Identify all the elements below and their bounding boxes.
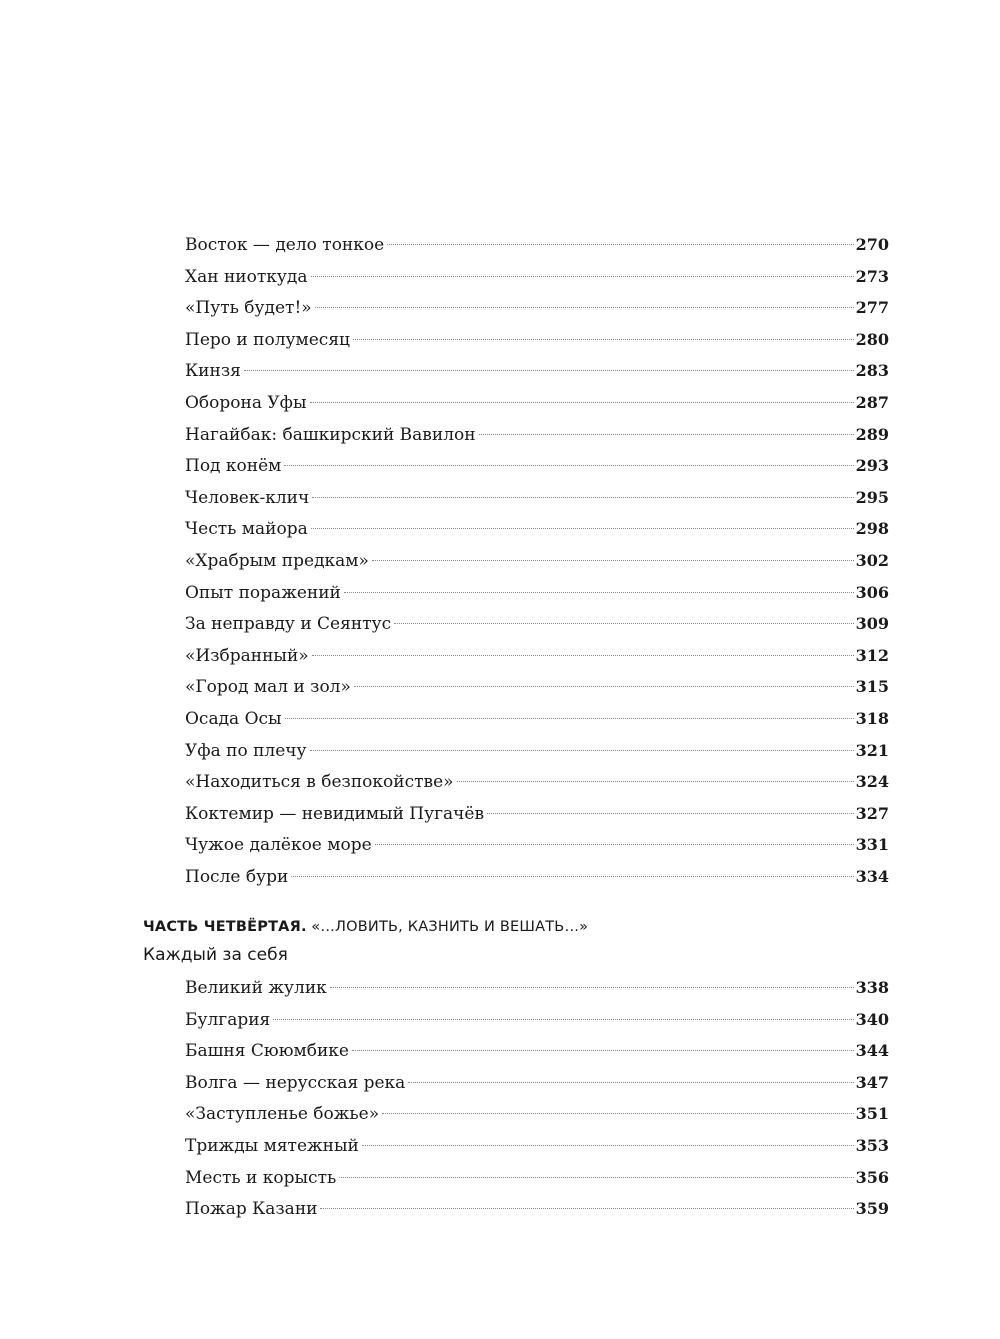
dot-leader (285, 718, 854, 719)
toc-entry-page-number: 306 (855, 582, 889, 602)
toc-entry (185, 829, 889, 861)
toc-entry (185, 671, 889, 703)
toc-entry-title: Честь майора (185, 519, 308, 540)
toc-entry-title: «Город мал и зол» (185, 677, 351, 698)
toc-entry-page-number: 347 (855, 1072, 889, 1092)
toc-entry-title: «Заступленье божье» (185, 1104, 380, 1125)
dot-leader (310, 750, 854, 751)
toc-entry (185, 861, 889, 893)
toc-entry-page-number: 293 (855, 456, 889, 476)
toc-entry-title: Восток — дело тонкое (185, 235, 385, 255)
toc-entry (185, 972, 889, 1004)
toc-entry-title: Трижды мятежный (185, 1135, 359, 1156)
toc-entry-page-number: 270 (855, 235, 889, 254)
dot-leader (311, 276, 854, 277)
toc-entry-title: «Храбрым предкам» (185, 550, 369, 571)
toc-entry-page-number: 338 (855, 978, 889, 997)
toc-entry-title: Булгария (185, 1009, 271, 1030)
toc-entry (185, 798, 889, 830)
toc-entry-page-number: 280 (855, 329, 889, 349)
toc-entry (185, 355, 889, 387)
dot-leader (408, 1082, 853, 1083)
dot-leader (315, 307, 854, 308)
dot-leader (387, 244, 853, 245)
toc-entry-page-number: 324 (855, 772, 889, 792)
toc-entry-page-number: 353 (855, 1135, 889, 1155)
toc-entry-page-number: 287 (855, 392, 889, 412)
toc-entry-page-number: 359 (855, 1199, 889, 1219)
toc-entry-title: «Путь будет!» (185, 298, 312, 319)
toc-entry-page-number: 298 (855, 519, 889, 539)
dot-leader (311, 528, 854, 529)
dot-leader (353, 339, 854, 340)
toc-entry (185, 1067, 889, 1099)
toc-entry (185, 703, 889, 735)
toc-entry (185, 387, 889, 419)
dot-leader (330, 987, 854, 988)
toc-entry-page-number: 321 (855, 740, 889, 760)
toc-entry-page-number: 344 (855, 1041, 889, 1061)
dot-leader (344, 592, 854, 593)
toc-entry-page-number: 302 (855, 550, 889, 570)
dot-leader (312, 497, 853, 498)
dot-leader (352, 1050, 854, 1051)
toc-entry (185, 1162, 889, 1194)
toc-entry (185, 324, 889, 356)
dot-leader (457, 781, 854, 782)
toc-entry-page-number: 351 (855, 1104, 889, 1124)
dot-leader (291, 876, 853, 877)
toc-entry-title: Коктемир — невидимый Пугачёв (185, 803, 485, 824)
toc-entry (185, 513, 889, 545)
toc-entry-page-number: 273 (855, 266, 889, 286)
dot-leader (244, 370, 854, 371)
toc-entry-title: Чужое далёкое море (185, 835, 372, 856)
toc-entry-title: Нагайбак: башкирский Вавилон (185, 424, 476, 445)
toc-entry (185, 766, 889, 798)
dot-leader (362, 1145, 854, 1146)
dot-leader (382, 1113, 853, 1114)
toc-list-part-three (185, 229, 889, 892)
toc-entry-title: Осада Осы (185, 708, 282, 729)
toc-entry-page-number: 283 (855, 361, 889, 381)
toc-entry-page-number: 312 (855, 645, 889, 665)
toc-entry-page-number: 318 (855, 708, 889, 728)
dot-leader (394, 623, 853, 624)
toc-entry-page-number: 331 (855, 835, 889, 855)
toc-entry-page-number: 334 (855, 866, 889, 886)
toc-entry (185, 419, 889, 451)
toc-entry-page-number: 309 (855, 614, 889, 634)
part-four-heading (143, 915, 588, 939)
toc-entry-title: Месть и корысть (185, 1167, 337, 1188)
toc-entry-title: Волга — нерусская река (185, 1072, 406, 1093)
toc-entry-page-number: 315 (855, 677, 889, 697)
dot-leader (312, 655, 854, 656)
chapter-title: Каждый за себя (143, 945, 288, 965)
toc-entry (185, 450, 889, 482)
toc-entry-title: Опыт поражений (185, 582, 341, 603)
toc-entry (185, 229, 889, 261)
part-four-subtitle: «…ЛОВИТЬ, КАЗНИТЬ И ВЕШАТЬ…» (311, 919, 589, 935)
dot-leader (354, 686, 854, 687)
toc-entry-title: Человек-клич (185, 487, 310, 508)
toc-entry (185, 1004, 889, 1036)
toc-entry (185, 545, 889, 577)
toc-entry-page-number: 340 (855, 1009, 889, 1029)
toc-entry (185, 1098, 889, 1130)
toc-entry (185, 1035, 889, 1067)
toc-entry-title: «Находиться в безпокойстве» (185, 772, 454, 793)
toc-entry (185, 292, 889, 324)
toc-entry-title: Великий жулик (185, 978, 327, 998)
toc-entry-title: Уфа по плечу (185, 740, 307, 761)
toc-entry-title: Кинзя (185, 361, 241, 382)
toc-entry (185, 482, 889, 514)
toc-entry (185, 608, 889, 640)
toc-entry-title: Под конём (185, 456, 282, 477)
dot-leader (339, 1177, 853, 1178)
toc-entry-title: Пожар Казани (185, 1199, 318, 1220)
toc-entry-page-number: 277 (855, 298, 889, 318)
dot-leader (310, 402, 854, 403)
toc-entry-title: Башня Сююмбике (185, 1041, 349, 1062)
toc-entry (185, 1130, 889, 1162)
dot-leader (487, 813, 854, 814)
toc-entry-title: За неправду и Сеянтус (185, 614, 392, 635)
toc-entry-title: Оборона Уфы (185, 392, 307, 413)
toc-entry-page-number: 289 (855, 424, 889, 444)
dot-leader (284, 465, 853, 466)
toc-entry-page-number: 327 (855, 803, 889, 823)
toc-entry-title: После бури (185, 866, 289, 887)
dot-leader (372, 560, 854, 561)
toc-entry (185, 640, 889, 672)
toc-list-part-four (185, 972, 889, 1225)
toc-entry-title: Перо и полумесяц (185, 329, 350, 350)
toc-entry-title: Хан ниоткуда (185, 266, 308, 287)
toc-entry (185, 1193, 889, 1225)
dot-leader (479, 434, 854, 435)
toc-entry (185, 735, 889, 767)
toc-entry (185, 577, 889, 609)
dot-leader (273, 1019, 853, 1020)
dot-leader (320, 1208, 853, 1209)
toc-entry (185, 261, 889, 293)
toc-entry-page-number: 356 (855, 1167, 889, 1187)
toc-entry-title: «Избранный» (185, 645, 309, 666)
dot-leader (375, 844, 854, 845)
toc-entry-page-number: 295 (855, 487, 889, 507)
part-four-label: ЧАСТЬ ЧЕТВЁРТАЯ. (143, 919, 307, 935)
